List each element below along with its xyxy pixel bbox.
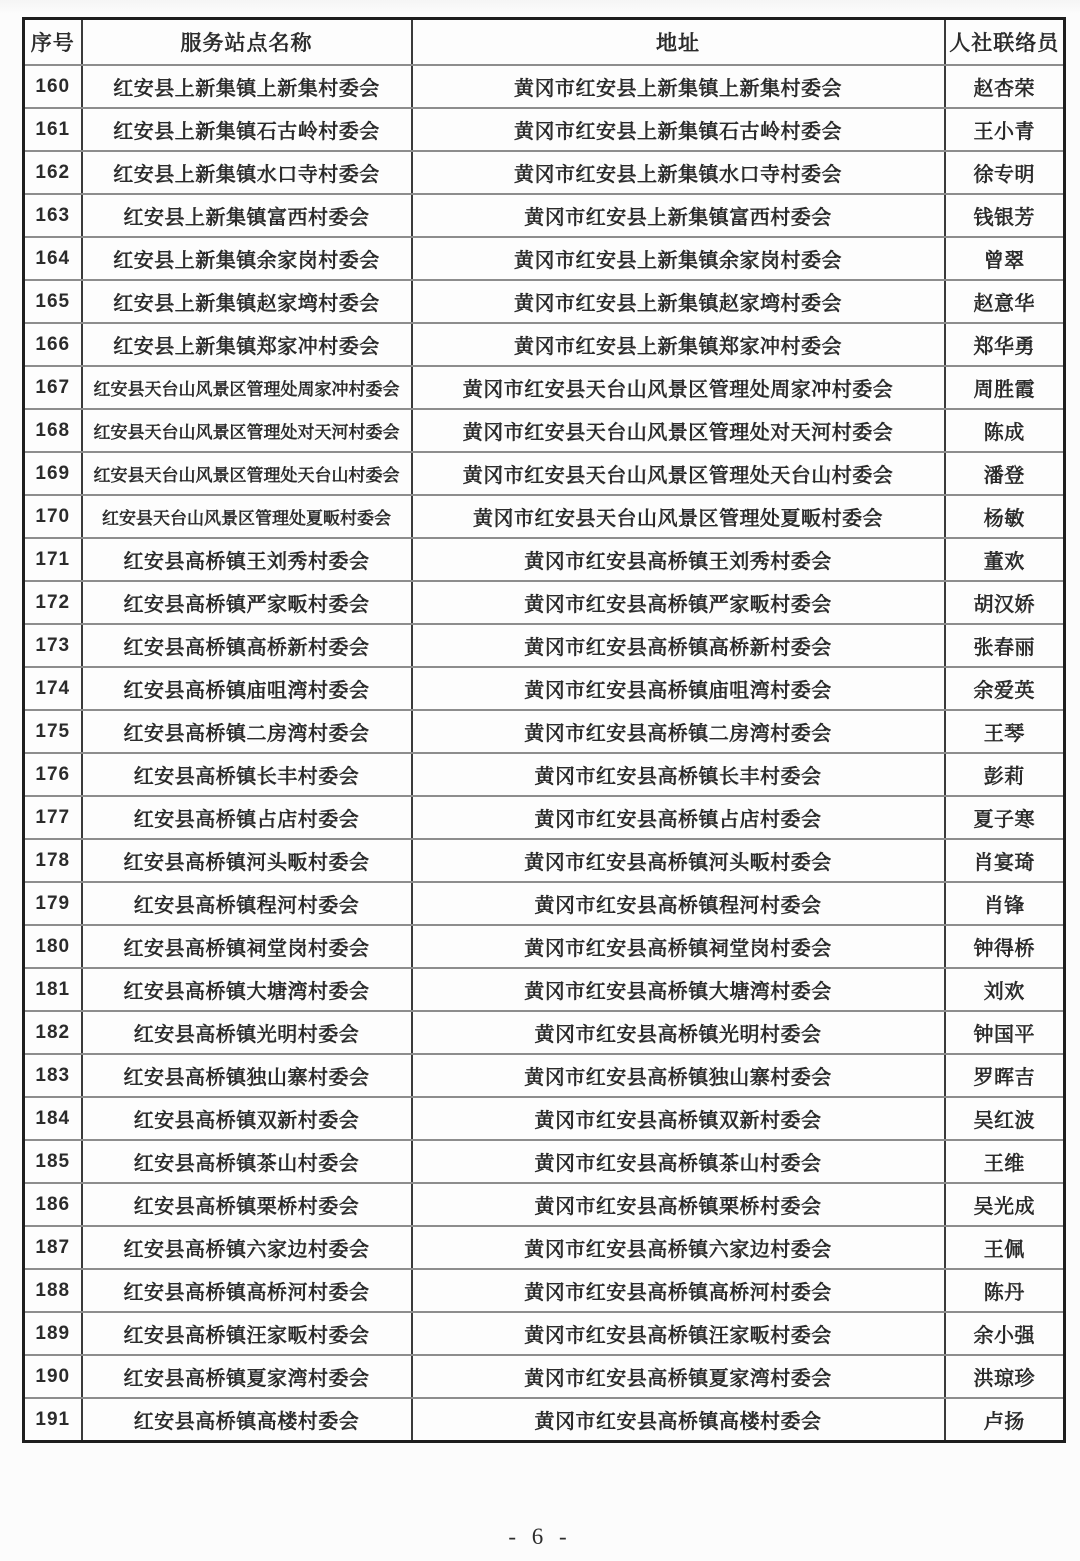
table-row xyxy=(24,108,1065,151)
serial-number-cell: 165 xyxy=(24,280,82,323)
serial-number-cell: 188 xyxy=(24,1269,82,1312)
table-row xyxy=(24,409,1065,452)
page-number: - 6 - xyxy=(508,1524,572,1549)
station-name-cell: 红安县天台山风景区管理处夏畈村委会 xyxy=(82,495,412,538)
table-row xyxy=(24,323,1065,366)
address-cell: 黄冈市红安县高桥镇二房湾村委会 xyxy=(412,710,945,753)
station-name-cell: 红安县高桥镇双新村委会 xyxy=(82,1097,412,1140)
station-name-cell: 红安县高桥镇光明村委会 xyxy=(82,1011,412,1054)
liaison-cell: 刘欢 xyxy=(945,968,1065,1011)
liaison-cell: 潘登 xyxy=(945,452,1065,495)
address-cell: 黄冈市红安县上新集镇石古岭村委会 xyxy=(412,108,945,151)
station-name-cell: 红安县高桥镇高桥河村委会 xyxy=(82,1269,412,1312)
service-stations-table xyxy=(22,17,1066,1443)
serial-number-cell: 178 xyxy=(24,839,82,882)
table-row xyxy=(24,366,1065,409)
station-name-cell: 红安县高桥镇二房湾村委会 xyxy=(82,710,412,753)
address-cell: 黄冈市红安县高桥镇程河村委会 xyxy=(412,882,945,925)
table-row xyxy=(24,667,1065,710)
address-cell: 黄冈市红安县高桥镇独山寨村委会 xyxy=(412,1054,945,1097)
serial-number-cell: 185 xyxy=(24,1140,82,1183)
serial-number-cell: 176 xyxy=(24,753,82,796)
liaison-cell: 吴光成 xyxy=(945,1183,1065,1226)
table-row xyxy=(24,710,1065,753)
header-liaison: 人社联络员 xyxy=(945,19,1065,66)
table-row xyxy=(24,1269,1065,1312)
serial-number-cell: 173 xyxy=(24,624,82,667)
liaison-cell: 卢扬 xyxy=(945,1398,1065,1442)
liaison-cell: 胡汉娇 xyxy=(945,581,1065,624)
table-row xyxy=(24,194,1065,237)
liaison-cell: 徐专明 xyxy=(945,151,1065,194)
liaison-cell: 王维 xyxy=(945,1140,1065,1183)
address-cell: 黄冈市红安县高桥镇祠堂岗村委会 xyxy=(412,925,945,968)
table-row xyxy=(24,452,1065,495)
table-row xyxy=(24,581,1065,624)
address-cell: 黄冈市红安县上新集镇上新集村委会 xyxy=(412,65,945,108)
station-name-cell: 红安县高桥镇茶山村委会 xyxy=(82,1140,412,1183)
serial-number-cell: 162 xyxy=(24,151,82,194)
station-name-cell: 红安县高桥镇栗桥村委会 xyxy=(82,1183,412,1226)
station-name-cell: 红安县上新集镇郑家冲村委会 xyxy=(82,323,412,366)
address-cell: 黄冈市红安县高桥镇夏家湾村委会 xyxy=(412,1355,945,1398)
liaison-cell: 罗晖吉 xyxy=(945,1054,1065,1097)
address-cell: 黄冈市红安县高桥镇王刘秀村委会 xyxy=(412,538,945,581)
station-name-cell: 红安县上新集镇石古岭村委会 xyxy=(82,108,412,151)
table-header-row xyxy=(24,19,1065,66)
address-cell: 黄冈市红安县高桥镇栗桥村委会 xyxy=(412,1183,945,1226)
table-row xyxy=(24,1054,1065,1097)
table-row xyxy=(24,538,1065,581)
station-name-cell: 红安县高桥镇独山寨村委会 xyxy=(82,1054,412,1097)
address-cell: 黄冈市红安县高桥镇茶山村委会 xyxy=(412,1140,945,1183)
table-row xyxy=(24,1097,1065,1140)
serial-number-cell: 167 xyxy=(24,366,82,409)
header-serial-number: 序号 xyxy=(24,19,82,66)
table-row xyxy=(24,237,1065,280)
address-cell: 黄冈市红安县高桥镇长丰村委会 xyxy=(412,753,945,796)
table-row xyxy=(24,1011,1065,1054)
liaison-cell: 夏子寒 xyxy=(945,796,1065,839)
liaison-cell: 洪琼珍 xyxy=(945,1355,1065,1398)
station-name-cell: 红安县高桥镇王刘秀村委会 xyxy=(82,538,412,581)
address-cell: 黄冈市红安县高桥镇六家边村委会 xyxy=(412,1226,945,1269)
serial-number-cell: 160 xyxy=(24,65,82,108)
liaison-cell: 钟国平 xyxy=(945,1011,1065,1054)
address-cell: 黄冈市红安县上新集镇水口寺村委会 xyxy=(412,151,945,194)
station-name-cell: 红安县高桥镇六家边村委会 xyxy=(82,1226,412,1269)
serial-number-cell: 186 xyxy=(24,1183,82,1226)
liaison-cell: 王琴 xyxy=(945,710,1065,753)
liaison-cell: 肖锋 xyxy=(945,882,1065,925)
liaison-cell: 余小强 xyxy=(945,1312,1065,1355)
address-cell: 黄冈市红安县天台山风景区管理处周家冲村委会 xyxy=(412,366,945,409)
serial-number-cell: 170 xyxy=(24,495,82,538)
serial-number-cell: 164 xyxy=(24,237,82,280)
address-cell: 黄冈市红安县高桥镇高楼村委会 xyxy=(412,1398,945,1442)
address-cell: 黄冈市红安县上新集镇余家岗村委会 xyxy=(412,237,945,280)
serial-number-cell: 184 xyxy=(24,1097,82,1140)
station-name-cell: 红安县高桥镇严家畈村委会 xyxy=(82,581,412,624)
table-row xyxy=(24,65,1065,108)
serial-number-cell: 175 xyxy=(24,710,82,753)
liaison-cell: 曾翠 xyxy=(945,237,1065,280)
liaison-cell: 钟得桥 xyxy=(945,925,1065,968)
liaison-cell: 彭莉 xyxy=(945,753,1065,796)
station-name-cell: 红安县高桥镇占店村委会 xyxy=(82,796,412,839)
liaison-cell: 张春丽 xyxy=(945,624,1065,667)
address-cell: 黄冈市红安县高桥镇双新村委会 xyxy=(412,1097,945,1140)
liaison-cell: 钱银芳 xyxy=(945,194,1065,237)
table-row xyxy=(24,151,1065,194)
station-name-cell: 红安县高桥镇大塘湾村委会 xyxy=(82,968,412,1011)
station-name-cell: 红安县高桥镇长丰村委会 xyxy=(82,753,412,796)
address-cell: 黄冈市红安县天台山风景区管理处天台山村委会 xyxy=(412,452,945,495)
serial-number-cell: 171 xyxy=(24,538,82,581)
header-station-name: 服务站点名称 xyxy=(82,19,412,66)
address-cell: 黄冈市红安县高桥镇河头畈村委会 xyxy=(412,839,945,882)
liaison-cell: 肖宴琦 xyxy=(945,839,1065,882)
table-row xyxy=(24,1398,1065,1442)
table-row xyxy=(24,1355,1065,1398)
station-name-cell: 红安县高桥镇夏家湾村委会 xyxy=(82,1355,412,1398)
table-row xyxy=(24,753,1065,796)
table-row xyxy=(24,839,1065,882)
liaison-cell: 余爱英 xyxy=(945,667,1065,710)
address-cell: 黄冈市红安县高桥镇占店村委会 xyxy=(412,796,945,839)
address-cell: 黄冈市红安县天台山风景区管理处对天河村委会 xyxy=(412,409,945,452)
table-row xyxy=(24,1140,1065,1183)
station-name-cell: 红安县高桥镇程河村委会 xyxy=(82,882,412,925)
station-name-cell: 红安县上新集镇富西村委会 xyxy=(82,194,412,237)
serial-number-cell: 189 xyxy=(24,1312,82,1355)
serial-number-cell: 183 xyxy=(24,1054,82,1097)
table-row xyxy=(24,280,1065,323)
serial-number-cell: 168 xyxy=(24,409,82,452)
liaison-cell: 陈丹 xyxy=(945,1269,1065,1312)
address-cell: 黄冈市红安县上新集镇富西村委会 xyxy=(412,194,945,237)
station-name-cell: 红安县天台山风景区管理处天台山村委会 xyxy=(82,452,412,495)
address-cell: 黄冈市红安县高桥镇光明村委会 xyxy=(412,1011,945,1054)
table-row xyxy=(24,968,1065,1011)
address-cell: 黄冈市红安县高桥镇高桥新村委会 xyxy=(412,624,945,667)
station-name-cell: 红安县上新集镇赵家塆村委会 xyxy=(82,280,412,323)
serial-number-cell: 180 xyxy=(24,925,82,968)
serial-number-cell: 182 xyxy=(24,1011,82,1054)
liaison-cell: 郑华勇 xyxy=(945,323,1065,366)
serial-number-cell: 174 xyxy=(24,667,82,710)
station-name-cell: 红安县天台山风景区管理处周家冲村委会 xyxy=(82,366,412,409)
station-name-cell: 红安县高桥镇汪家畈村委会 xyxy=(82,1312,412,1355)
table-row xyxy=(24,925,1065,968)
address-cell: 黄冈市红安县高桥镇高桥河村委会 xyxy=(412,1269,945,1312)
address-cell: 黄冈市红安县高桥镇大塘湾村委会 xyxy=(412,968,945,1011)
liaison-cell: 赵杏荣 xyxy=(945,65,1065,108)
station-name-cell: 红安县高桥镇高楼村委会 xyxy=(82,1398,412,1442)
serial-number-cell: 166 xyxy=(24,323,82,366)
station-name-cell: 红安县高桥镇高桥新村委会 xyxy=(82,624,412,667)
table-row xyxy=(24,495,1065,538)
header-address: 地址 xyxy=(412,19,945,66)
liaison-cell: 王佩 xyxy=(945,1226,1065,1269)
serial-number-cell: 190 xyxy=(24,1355,82,1398)
serial-number-cell: 187 xyxy=(24,1226,82,1269)
liaison-cell: 董欢 xyxy=(945,538,1065,581)
station-name-cell: 红安县上新集镇水口寺村委会 xyxy=(82,151,412,194)
liaison-cell: 赵意华 xyxy=(945,280,1065,323)
serial-number-cell: 161 xyxy=(24,108,82,151)
station-name-cell: 红安县上新集镇上新集村委会 xyxy=(82,65,412,108)
station-name-cell: 红安县高桥镇庙咀湾村委会 xyxy=(82,667,412,710)
table-row xyxy=(24,1226,1065,1269)
table-body xyxy=(24,65,1065,1442)
table-row xyxy=(24,1183,1065,1226)
liaison-cell: 杨敏 xyxy=(945,495,1065,538)
address-cell: 黄冈市红安县高桥镇庙咀湾村委会 xyxy=(412,667,945,710)
liaison-cell: 王小青 xyxy=(945,108,1065,151)
serial-number-cell: 172 xyxy=(24,581,82,624)
table-row xyxy=(24,796,1065,839)
address-cell: 黄冈市红安县高桥镇严家畈村委会 xyxy=(412,581,945,624)
liaison-cell: 吴红波 xyxy=(945,1097,1065,1140)
serial-number-cell: 181 xyxy=(24,968,82,1011)
table-row xyxy=(24,882,1065,925)
station-name-cell: 红安县天台山风景区管理处对天河村委会 xyxy=(82,409,412,452)
serial-number-cell: 177 xyxy=(24,796,82,839)
address-cell: 黄冈市红安县上新集镇赵家塆村委会 xyxy=(412,280,945,323)
table-row xyxy=(24,624,1065,667)
station-name-cell: 红安县高桥镇河头畈村委会 xyxy=(82,839,412,882)
liaison-cell: 陈成 xyxy=(945,409,1065,452)
address-cell: 黄冈市红安县上新集镇郑家冲村委会 xyxy=(412,323,945,366)
serial-number-cell: 169 xyxy=(24,452,82,495)
station-name-cell: 红安县高桥镇祠堂岗村委会 xyxy=(82,925,412,968)
address-cell: 黄冈市红安县天台山风景区管理处夏畈村委会 xyxy=(412,495,945,538)
serial-number-cell: 179 xyxy=(24,882,82,925)
serial-number-cell: 163 xyxy=(24,194,82,237)
address-cell: 黄冈市红安县高桥镇汪家畈村委会 xyxy=(412,1312,945,1355)
station-name-cell: 红安县上新集镇余家岗村委会 xyxy=(82,237,412,280)
liaison-cell: 周胜霞 xyxy=(945,366,1065,409)
table-row xyxy=(24,1312,1065,1355)
serial-number-cell: 191 xyxy=(24,1398,82,1442)
